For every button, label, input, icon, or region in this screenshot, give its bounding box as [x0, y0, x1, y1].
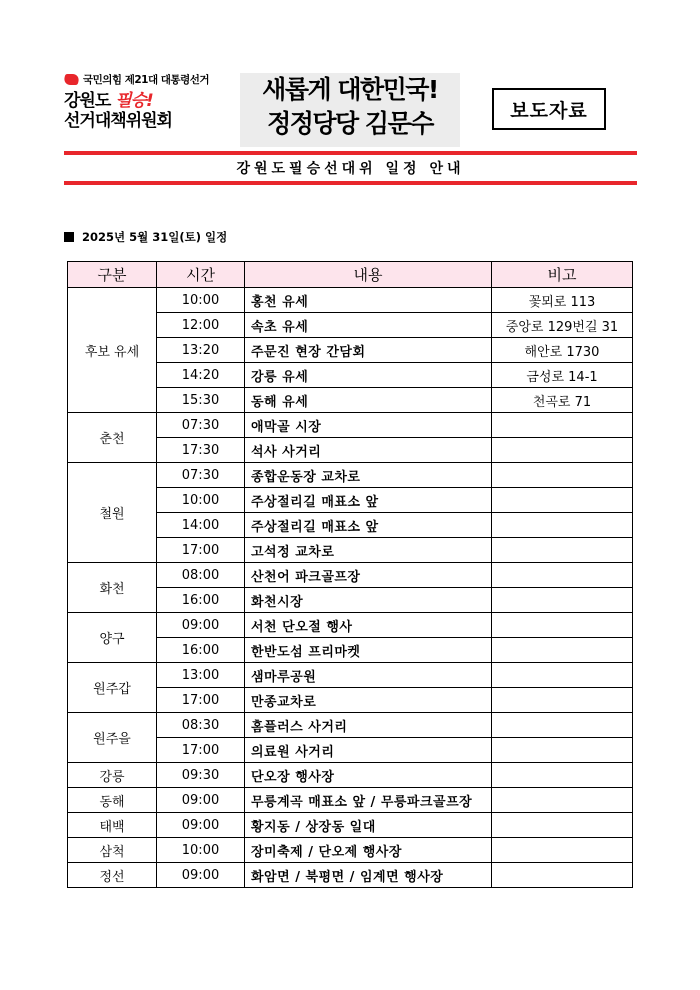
time-cell: 07:30	[157, 463, 245, 488]
time-cell: 16:00	[157, 638, 245, 663]
note-cell	[492, 413, 633, 438]
table-header-row	[68, 262, 633, 288]
time-cell: 10:00	[157, 838, 245, 863]
note-cell: 해안로 1730	[492, 338, 633, 363]
group-cell: 원주갑	[68, 663, 157, 713]
group-cell: 후보 유세	[68, 288, 157, 413]
banner-title: 강원도필승선대위 일정 안내	[236, 161, 465, 177]
note-cell	[492, 713, 633, 738]
note-cell	[492, 663, 633, 688]
table-row	[68, 713, 633, 738]
content-cell: 한반도섬 프리마켓	[245, 638, 492, 663]
time-cell: 08:30	[157, 713, 245, 738]
campaign-logo	[64, 72, 234, 144]
note-cell	[492, 563, 633, 588]
content-cell: 주상절리길 매표소 앞	[245, 513, 492, 538]
logo-committee: 선거대책위원회	[64, 111, 172, 131]
group-cell: 원주을	[68, 713, 157, 763]
content-cell: 의료원 사거리	[245, 738, 492, 763]
time-cell: 09:00	[157, 613, 245, 638]
table-row	[68, 863, 633, 888]
group-cell: 정선	[68, 863, 157, 888]
logo-top-line: 국민의힘 제21대 대통령선거	[83, 74, 209, 86]
party-logo-icon	[63, 74, 81, 85]
time-cell: 12:00	[157, 313, 245, 338]
press-release-label: 보도자료	[510, 99, 588, 122]
note-cell	[492, 788, 633, 813]
content-cell: 강릉 유세	[245, 363, 492, 388]
table-row	[68, 788, 633, 813]
time-cell: 10:00	[157, 488, 245, 513]
note-cell	[492, 863, 633, 888]
time-cell: 17:00	[157, 538, 245, 563]
time-cell: 08:00	[157, 563, 245, 588]
group-cell: 삼척	[68, 838, 157, 863]
time-cell: 09:00	[157, 863, 245, 888]
date-heading-text: 2025년 5월 31일(토) 일정	[82, 230, 228, 244]
time-cell: 17:00	[157, 688, 245, 713]
content-cell: 주문진 현장 간담회	[245, 338, 492, 363]
content-cell: 애막골 시장	[245, 413, 492, 438]
schedule-body	[68, 288, 633, 888]
schedule-table	[67, 261, 633, 888]
group-cell: 양구	[68, 613, 157, 663]
time-cell: 10:00	[157, 288, 245, 313]
time-cell: 17:30	[157, 438, 245, 463]
content-cell: 홈플러스 사거리	[245, 713, 492, 738]
content-cell: 서천 단오절 행사	[245, 613, 492, 638]
content-cell: 만종교차로	[245, 688, 492, 713]
table-row	[68, 613, 633, 638]
note-cell	[492, 638, 633, 663]
group-cell: 태백	[68, 813, 157, 838]
note-cell	[492, 813, 633, 838]
note-cell	[492, 588, 633, 613]
content-cell: 고석정 교차로	[245, 538, 492, 563]
column-header: 비고	[492, 262, 633, 288]
note-cell	[492, 438, 633, 463]
content-cell: 샘마루공원	[245, 663, 492, 688]
time-cell: 07:30	[157, 413, 245, 438]
content-cell: 산천어 파크골프장	[245, 563, 492, 588]
group-cell: 춘천	[68, 413, 157, 463]
content-cell: 종합운동장 교차로	[245, 463, 492, 488]
note-cell: 꽃뫼로 113	[492, 288, 633, 313]
content-cell: 장미축제 / 단오제 행사장	[245, 838, 492, 863]
time-cell: 09:00	[157, 813, 245, 838]
slogan-line-1: 새롭게 대한민국!	[262, 75, 438, 104]
date-heading	[64, 229, 227, 245]
note-cell	[492, 488, 633, 513]
note-cell: 중앙로 129번길 31	[492, 313, 633, 338]
content-cell: 속초 유세	[245, 313, 492, 338]
content-cell: 주상절리길 매표소 앞	[245, 488, 492, 513]
time-cell: 16:00	[157, 588, 245, 613]
note-cell	[492, 538, 633, 563]
note-cell	[492, 763, 633, 788]
note-cell	[492, 613, 633, 638]
slogan-line-2: 정정당당 김문수	[267, 109, 433, 138]
square-bullet-icon	[64, 232, 74, 242]
content-cell: 화천시장	[245, 588, 492, 613]
group-cell: 화천	[68, 563, 157, 613]
time-cell: 13:00	[157, 663, 245, 688]
table-row	[68, 763, 633, 788]
logo-highlight: 필승!	[115, 91, 153, 111]
content-cell: 석사 사거리	[245, 438, 492, 463]
divider-top	[64, 151, 637, 155]
time-cell: 15:30	[157, 388, 245, 413]
note-cell	[492, 688, 633, 713]
table-row	[68, 663, 633, 688]
content-cell: 황지동 / 상장동 일대	[245, 813, 492, 838]
press-release-box	[492, 88, 606, 130]
column-header: 구분	[68, 262, 157, 288]
content-cell: 동해 유세	[245, 388, 492, 413]
content-cell: 홍천 유세	[245, 288, 492, 313]
note-cell	[492, 838, 633, 863]
table-row	[68, 563, 633, 588]
time-cell: 13:20	[157, 338, 245, 363]
group-cell: 동해	[68, 788, 157, 813]
time-cell: 09:30	[157, 763, 245, 788]
group-cell: 철원	[68, 463, 157, 563]
note-cell	[492, 513, 633, 538]
time-cell: 09:00	[157, 788, 245, 813]
time-cell: 14:20	[157, 363, 245, 388]
note-cell: 금성로 14-1	[492, 363, 633, 388]
content-cell: 단오장 행사장	[245, 763, 492, 788]
table-row	[68, 463, 633, 488]
note-cell	[492, 463, 633, 488]
table-row	[68, 413, 633, 438]
column-header: 시간	[157, 262, 245, 288]
note-cell: 천곡로 71	[492, 388, 633, 413]
content-cell: 화암면 / 북평면 / 임계면 행사장	[245, 863, 492, 888]
column-header: 내용	[245, 262, 492, 288]
time-cell: 14:00	[157, 513, 245, 538]
note-cell	[492, 738, 633, 763]
content-cell: 무릉계곡 매표소 앞 / 무릉파크골프장	[245, 788, 492, 813]
table-row	[68, 288, 633, 313]
slogan-box	[240, 73, 460, 147]
logo-region: 강원도	[64, 91, 111, 111]
group-cell: 강릉	[68, 763, 157, 788]
table-row	[68, 838, 633, 863]
time-cell: 17:00	[157, 738, 245, 763]
divider-bottom	[64, 181, 637, 185]
table-row	[68, 813, 633, 838]
